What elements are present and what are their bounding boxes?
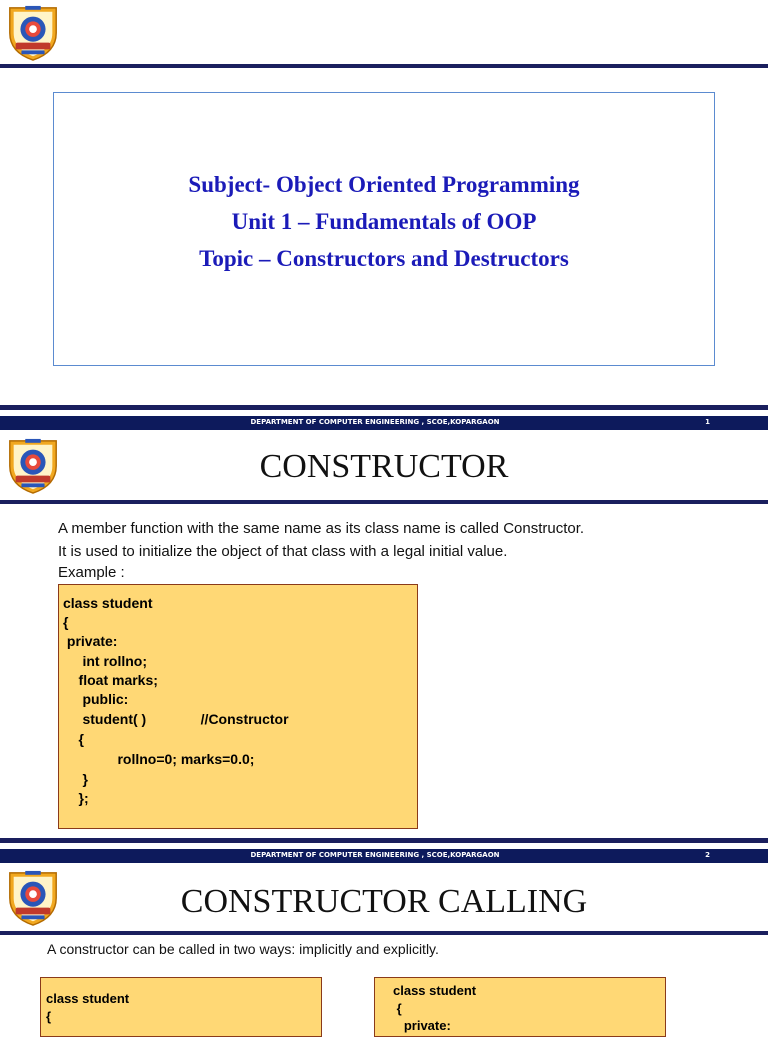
code-line: }; (63, 790, 89, 806)
slide-divider (0, 405, 768, 410)
paragraph-line: It is used to initialize the object of that class with a legal initial value. (58, 543, 508, 560)
slide-heading: CONSTRUCTOR CALLING (180, 883, 588, 920)
header-rule (0, 931, 768, 935)
code-line: { (393, 1001, 402, 1016)
title-box (53, 92, 715, 366)
title-subject: Subject- Object Oriented Programming (188, 171, 580, 197)
code-example-box (58, 584, 418, 829)
slide-divider (0, 838, 768, 843)
paragraph-line: A member function with the same name as its class name is called Constructor. (58, 520, 585, 537)
code-line: { (46, 1009, 52, 1024)
code-line: rollno=0; marks=0.0; (63, 751, 255, 767)
title-topic: Topic – Constructors and Destructors (199, 245, 569, 271)
code-line: int rollno; (63, 653, 147, 669)
slide-heading: CONSTRUCTOR (259, 448, 509, 485)
code-line: student( ) //Constructor (63, 711, 289, 727)
code-line: private: (63, 633, 118, 649)
footer-page-number: 1 (705, 418, 710, 426)
header-rule (0, 64, 768, 68)
footer-department: DEPARTMENT OF COMPUTER ENGINEERING , SCOE,KOPARGAON (250, 418, 500, 426)
college-crest-icon (4, 4, 62, 62)
slide-footer (0, 849, 768, 863)
code-line: } (63, 771, 88, 787)
paragraph-line: Example : (58, 564, 125, 581)
code-example-box-implicit (40, 977, 322, 1037)
footer-department: DEPARTMENT OF COMPUTER ENGINEERING , SCOE,KOPARGAON (250, 851, 500, 859)
code-line: class student (63, 595, 153, 611)
code-line: class student (393, 983, 477, 998)
code-line: class student (46, 991, 130, 1006)
code-line: { (63, 731, 85, 747)
code-line: { (63, 614, 69, 630)
paragraph-line: A constructor can be called in two ways: implicitly and explicitly. (47, 941, 439, 957)
footer-page-number: 2 (705, 851, 710, 859)
code-example-box-explicit (374, 977, 666, 1037)
title-unit: Unit 1 – Fundamentals of OOP (231, 208, 537, 234)
code-line: public: (63, 691, 129, 707)
slide-footer (0, 416, 768, 430)
code-line: private: (393, 1018, 451, 1033)
header-rule (0, 500, 768, 504)
code-line: float marks; (63, 672, 158, 688)
